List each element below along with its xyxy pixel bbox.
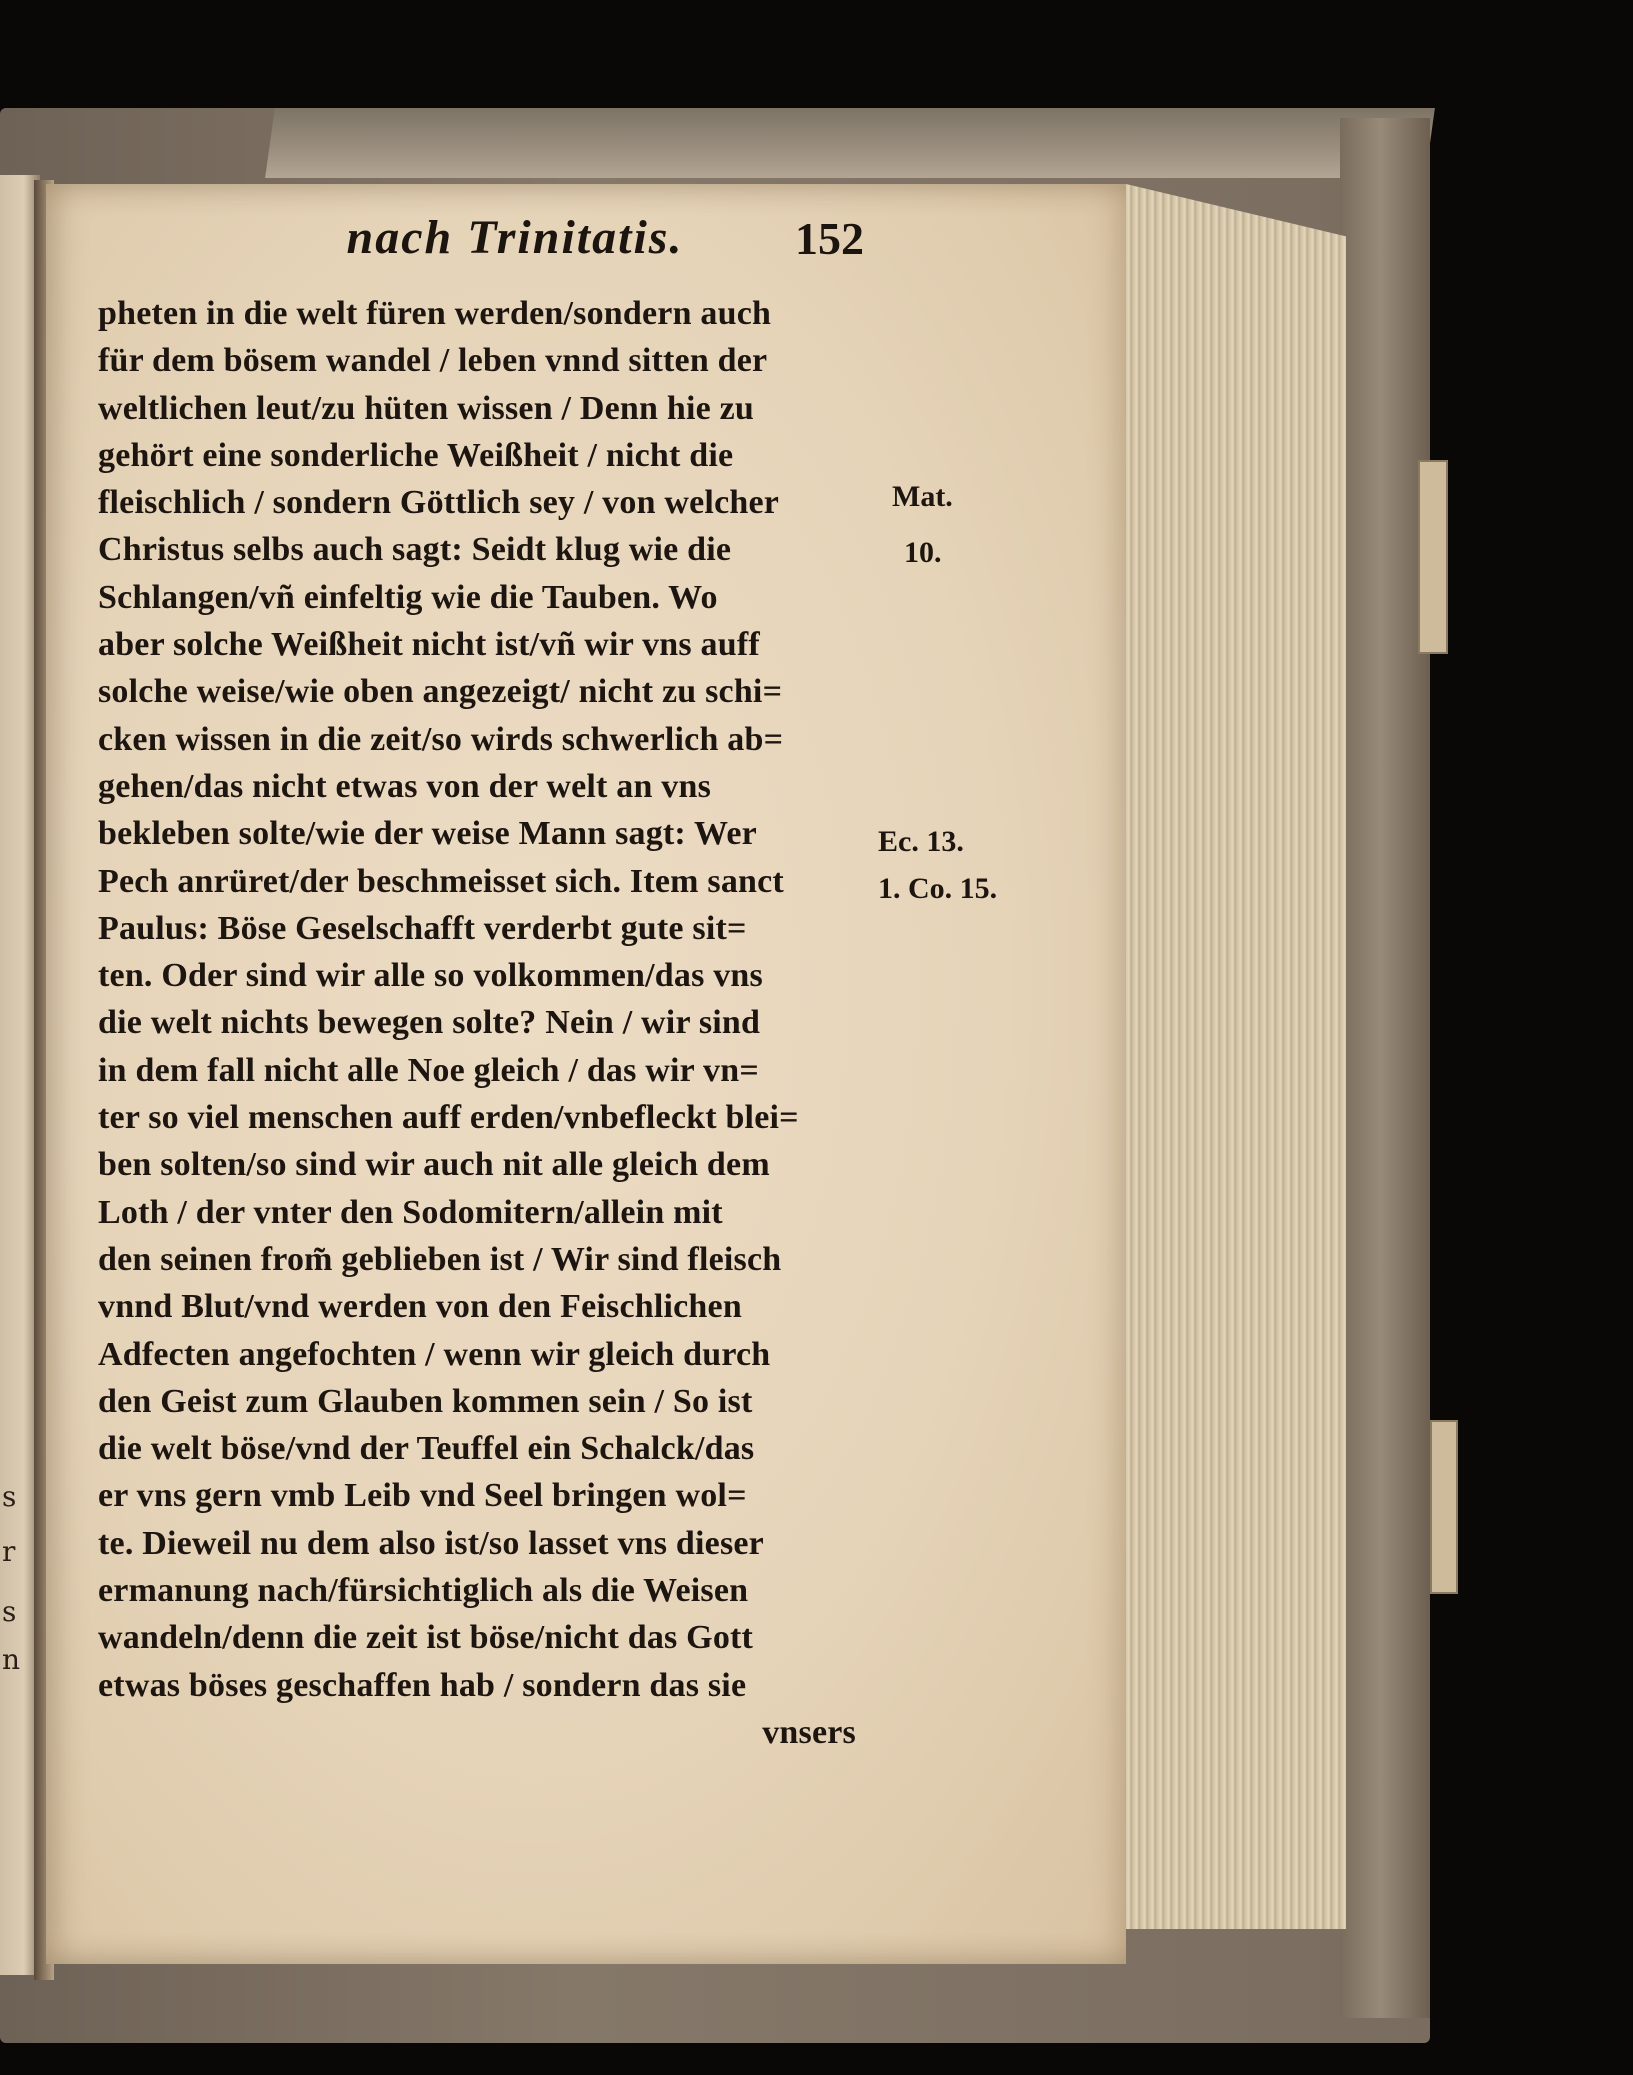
running-header: nach Trinitatis. <box>346 211 684 264</box>
text-line: ten. Oder sind wir alle so volkommen/das vns <box>98 957 763 995</box>
facing-page-fragment: s <box>2 1480 17 1513</box>
text-line: fleischlich / sondern Göttlich sey / von welcher <box>98 484 780 522</box>
text-line: die welt böse/vnd der Teuffel ein Schalck/das <box>98 1430 755 1468</box>
facing-page-fragment: s <box>2 1595 17 1628</box>
facing-page-fragment: n <box>2 1643 21 1676</box>
text-line: den seinen from̃ geblieben ist / Wir sind fleisch <box>98 1240 782 1278</box>
text-line: te. Dieweil nu dem also ist/so lasset vns dieser <box>98 1524 764 1562</box>
text-line: in dem fall nicht alle Noe gleich / das wir vn= <box>98 1051 759 1089</box>
text-line: wandeln/denn die zeit ist böse/nicht das Gott <box>98 1619 754 1657</box>
text-line: die welt nichts bewegen solte? Nein / wir sind <box>98 1004 761 1042</box>
paper-tab <box>1418 460 1448 654</box>
catchword: vnsers <box>762 1713 856 1751</box>
text-line: Schlangen/vñ einfeltig wie die Tauben. Wo <box>98 578 718 616</box>
text-line: Loth / der vnter den Sodomitern/allein mit <box>98 1193 723 1231</box>
page-stack-edges <box>1126 184 1346 1929</box>
text-line: er vns gern vmb Leib vnd Seel bringen wol= <box>98 1477 747 1515</box>
facing-page-fragment: r <box>2 1535 16 1568</box>
text-line: pheten in die welt füren werden/sondern auch <box>98 295 772 332</box>
paper-tab <box>1430 1420 1458 1594</box>
text-line: den Geist zum Glauben kommen sein / So ist <box>98 1382 753 1420</box>
text-line: gehört eine sonderliche Weißheit / nicht die <box>98 436 734 474</box>
text-line: Adfecten angefochten / wenn wir gleich durch <box>98 1335 771 1373</box>
text-line: ben solten/so sind wir auch nit alle gleich dem <box>98 1146 770 1184</box>
text-line: Paulus: Böse Geselschafft verderbt gute sit= <box>98 909 747 947</box>
text-line: vnnd Blut/vnd werden von den Feischlichen <box>98 1288 742 1326</box>
text-line: etwas böses geschaffen hab / sondern das sie <box>98 1666 747 1704</box>
margin-reference: 1. Co. 15. <box>878 872 998 905</box>
page-number: 152 <box>795 213 864 264</box>
text-line: weltlichen leut/zu hüten wissen / Denn hie zu <box>98 389 754 427</box>
text-line: aber solche Weißheit nicht ist/vñ wir vns auff <box>98 626 760 664</box>
text-line: gehen/das nicht etwas von der welt an vns <box>98 767 712 805</box>
book-fore-edge-cover <box>1340 118 1430 2018</box>
text-line: bekleben solte/wie der weise Mann sagt: Wer <box>98 815 757 853</box>
margin-reference: Ec. 13. <box>878 825 964 858</box>
text-line: solche weise/wie oben angezeigt/ nicht zu schi= <box>98 673 783 711</box>
text-line: cken wissen in die zeit/so wirds schwerlich ab= <box>98 720 784 758</box>
margin-reference: Mat. <box>892 480 953 513</box>
text-line: Pech anrüret/der beschmeisset sich. Item sanct <box>98 862 784 900</box>
text-line: ter so viel menschen auff erden/vnbefleckt blei= <box>98 1099 799 1137</box>
body-text <box>98 290 876 1756</box>
text-line: für dem bösem wandel / leben vnnd sitten der <box>98 342 768 380</box>
text-line: ermanung nach/fürsichtiglich als die Weisen <box>98 1572 749 1610</box>
text-line: Christus selbs auch sagt: Seidt klug wie die <box>98 531 732 569</box>
cover-top-edge <box>265 108 1435 178</box>
margin-reference: 10. <box>904 536 942 569</box>
